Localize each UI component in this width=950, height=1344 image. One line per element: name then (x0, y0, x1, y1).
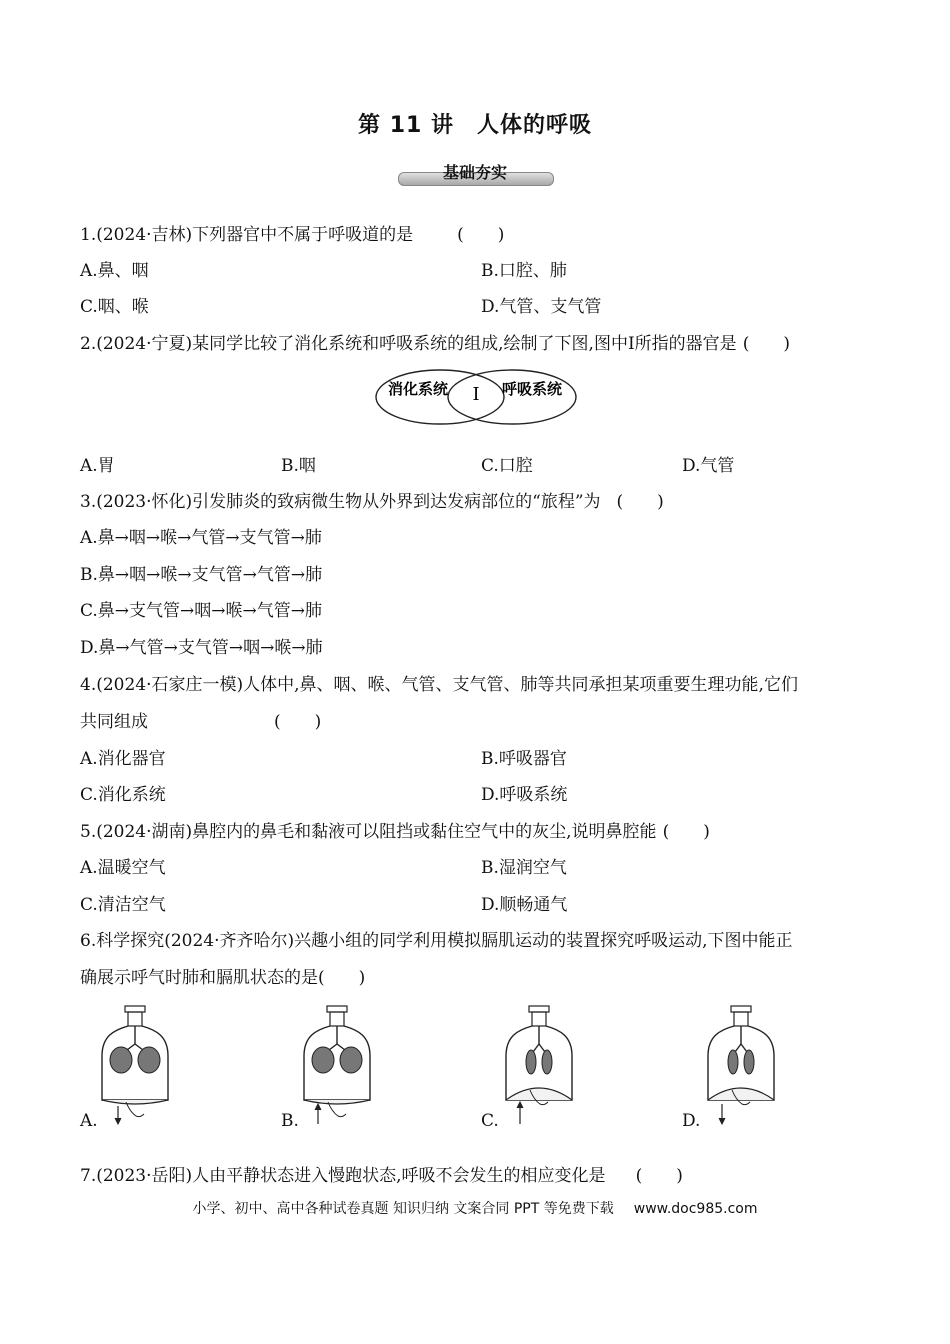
q3-option-a: A.鼻→咽→喉→气管→支气管→肺 (80, 528, 322, 548)
q7-stem: 7.(2023·岳阳)人由平静状态进入慢跑状态,呼吸不会发生的相应变化是 ( ) (80, 1166, 683, 1186)
section-tag-label: 基础夯实 (442, 163, 507, 182)
footer-url[interactable]: www.doc985.com (633, 1201, 758, 1217)
q3-option-c: C.鼻→支气管→咽→喉→气管→肺 (80, 601, 323, 621)
q4-option-c: C.消化系统 (80, 785, 166, 805)
q1-option-d: D.气管、支气管 (481, 297, 602, 317)
q5-option-b: B.湿润空气 (481, 858, 567, 878)
q6-stem-line2: 确展示呼气时肺和膈肌状态的是( ) (80, 968, 366, 988)
q5-option-a: A.温暖空气 (80, 858, 166, 878)
q5-option-c: C.清洁空气 (80, 895, 166, 915)
bell-jar-figure-a (96, 1004, 176, 1128)
q2-option-c: C.口腔 (481, 456, 533, 476)
q4-option-b: B.呼吸器官 (481, 749, 567, 769)
q3-option-b: B.鼻→咽→喉→支气管→气管→肺 (80, 565, 323, 585)
q2-option-a: A.胃 (80, 456, 115, 476)
q1-stem: 1.(2024·吉林)下列器官中不属于呼吸道的是 ( ) (80, 225, 505, 245)
q4-option-a: A.消化器官 (80, 749, 166, 769)
q6-option-d: D. (682, 1111, 701, 1131)
q3-stem: 3.(2023·怀化)引发肺炎的致病微生物从外界到达发病部位的“旅程”为 ( ) (80, 492, 664, 512)
footer (0, 1198, 950, 1218)
q6-option-a: A. (80, 1111, 98, 1131)
page-title: 第 11 讲 人体的呼吸 (358, 113, 592, 138)
q5-stem: 5.(2024·湖南)鼻腔内的鼻毛和黏液可以阻挡或黏住空气中的灰尘,说明鼻腔能 ( ) (80, 822, 710, 842)
q5-option-d: D.顺畅通气 (481, 895, 568, 915)
q4-option-d: D.呼吸系统 (481, 785, 568, 805)
q4-stem-line2: 共同组成 ( ) (80, 712, 322, 732)
q6-option-b: B. (281, 1111, 299, 1131)
q2-option-d: D.气管 (682, 456, 735, 476)
q3-option-d: D.鼻→气管→支气管→咽→喉→肺 (80, 638, 323, 658)
section-tag (398, 160, 552, 186)
bell-jar-figure-b (298, 1004, 378, 1128)
q6-option-c: C. (481, 1111, 499, 1131)
q1-option-c: C.咽、喉 (80, 297, 149, 317)
venn-diagram (374, 368, 578, 426)
venn-left-label: 消化系统 (387, 380, 449, 398)
q2-stem: 2.(2024·宁夏)某同学比较了消化系统和呼吸系统的组成,绘制了下图,图中Ⅰ所指的器官是 ( ) (80, 334, 790, 354)
venn-center-label: I (472, 384, 480, 405)
q1-option-a: A.鼻、咽 (80, 261, 149, 281)
q4-stem-line1: 4.(2024·石家庄一模)人体中,鼻、咽、喉、气管、支气管、肺等共同承担某项重要生理功能,它们 (80, 675, 798, 695)
q1-option-b: B.口腔、肺 (481, 261, 567, 281)
bell-jar-figure-d (702, 1004, 782, 1128)
venn-right-label: 呼吸系统 (501, 380, 563, 398)
q2-option-b: B.咽 (281, 456, 316, 476)
bell-jar-figure-c (500, 1004, 580, 1128)
footer-text: 小学、初中、高中各种试卷真题 知识归纳 文案合同 PPT 等免费下载 (192, 1201, 614, 1217)
q6-stem-line1: 6.科学探究(2024·齐齐哈尔)兴趣小组的同学利用模拟膈肌运动的装置探究呼吸运动,下图中能正 (80, 931, 793, 951)
